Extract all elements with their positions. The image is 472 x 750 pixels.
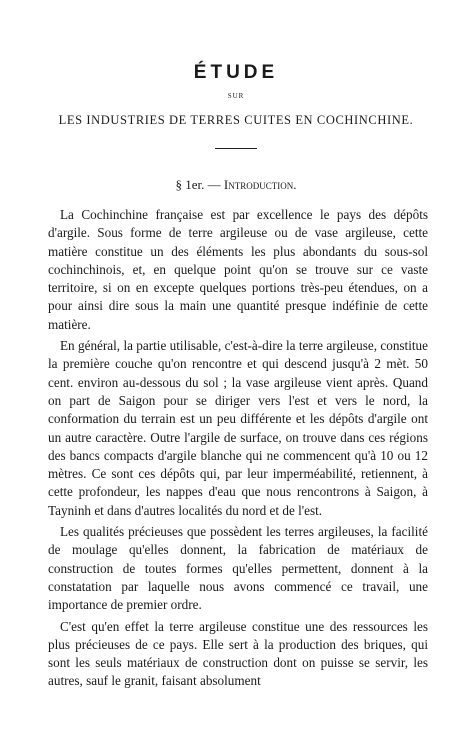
paragraph: En général, la partie utilisable, c'est-à-dire la terre argileuse, constitue la première couche qu'on rencontre et qui descend jusqu'à 2 mèt. 50 cent. environ au-dessous du sol ; la vase argileuse vient après. Quand on part de Saigon pour se diriger vers l'est et vers le nord, la conformation du terrain est un peu différente et les dépôts d'argile ont un autre caractère. Outre l'argile de surface, on trouve dans ces régions des bancs compacts d'argile blanche qui ne commencent qu'à 10 ou 12 mètres. Ce sont ces dépôts qui, par leur imperméabilité, retiennent, à cette profondeur, les nappes d'eau que nous rencontrons à Saigon, à Tayninh et dans d'autres localités du nord et de l'est. — [48, 338, 428, 518]
paragraph: C'est qu'en effet la terre argileuse constitue une des ressources les plus précieuses de ce pays. Elle sert à la production des briques, qui sont les seuls matériaux de construction dont on puisse se servir, les autres, sauf le granit, faisant absolument — [48, 618, 428, 689]
paragraph: La Cochinchine française est par excellence le pays des dépôts d'argile. Sous forme de terre argileuse ou de vase argileuse, cette matière constitue un des éléments les plus abondants du sous-sol cochinchinois, et, en quelque point qu'on se trouve sur ce vaste territoire, si on en excepte quelques portions très-peu étendues, on a pour ainsi dire sous la main une quantité presque indéfinie de cette matière. — [48, 207, 428, 332]
title-connector: SUR — [227, 92, 245, 100]
title-divider — [215, 148, 257, 149]
paragraph: Les qualités précieuses que possèdent les terres argileuses, la facilité de moulage qu'elles donnent, la fabrication de matériaux de construction de toutes formes qu'elles permettent, donnent à la constatation par laquelle nous avons commencé ce travail, une importance de premier ordre. — [48, 524, 428, 613]
page-title: ÉTUDE — [193, 62, 279, 83]
body-text — [48, 206, 428, 694]
section-title: Introduction. — [223, 177, 297, 192]
section-heading — [0, 177, 472, 193]
section-number: § 1er. — — [175, 177, 221, 192]
page-subtitle: LES INDUSTRIES DE TERRES CUITES EN COCHINCHINE. — [58, 113, 414, 127]
